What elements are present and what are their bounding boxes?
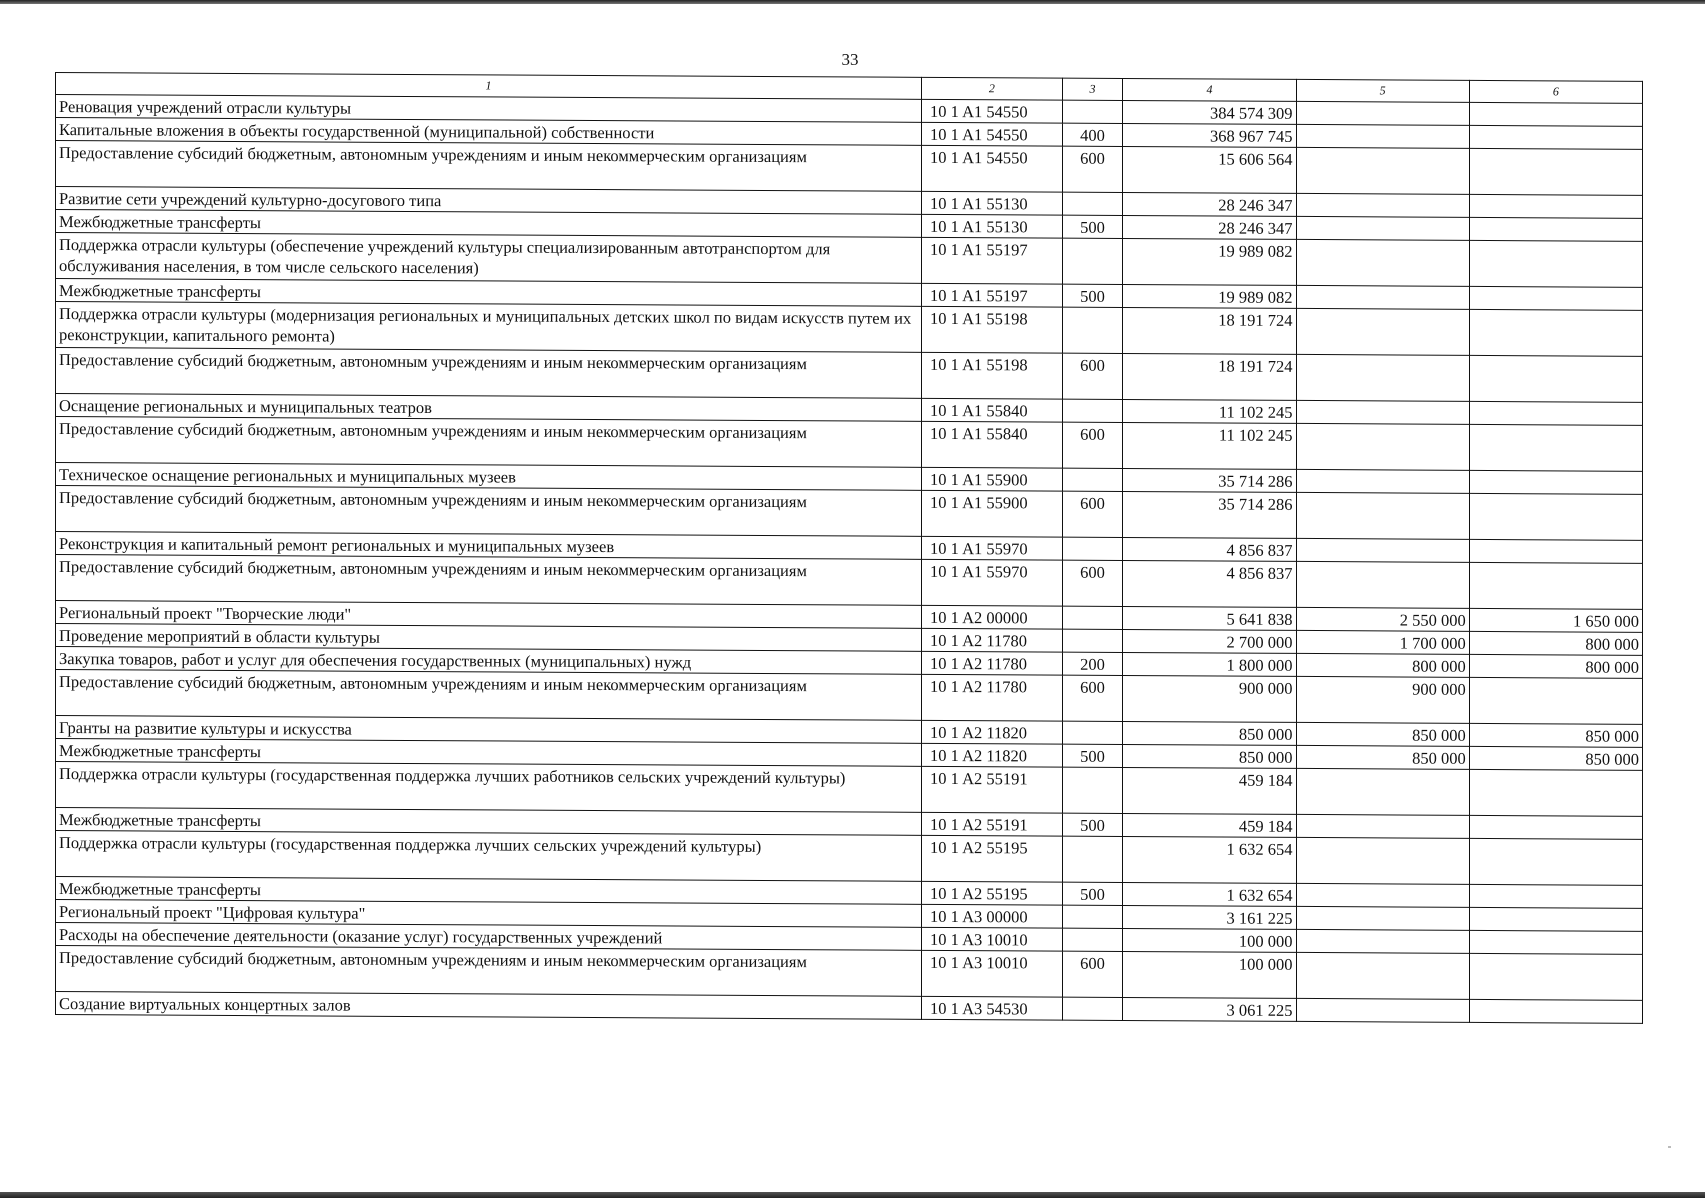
row-value-col6: [1469, 539, 1642, 563]
row-value-col5: 900 000: [1296, 676, 1469, 723]
row-value-col4: 35 714 286: [1123, 491, 1296, 538]
row-value-col6: [1469, 907, 1642, 931]
row-code: 10 1 A1 55970: [922, 536, 1063, 560]
row-name: Межбюджетные трансферты: [56, 877, 922, 905]
row-value-col4: 4 856 837: [1123, 537, 1296, 561]
row-value-col5: 2 550 000: [1296, 607, 1469, 631]
row-expense-group: 600: [1062, 422, 1123, 468]
row-value-col4: 100 000: [1123, 928, 1296, 952]
row-expense-group: 500: [1062, 813, 1123, 836]
row-value-col4: 15 606 564: [1123, 146, 1296, 193]
row-value-col4: 19 989 082: [1123, 238, 1296, 285]
row-code: 10 1 A1 54550: [922, 122, 1063, 146]
row-name: Межбюджетные трансферты: [56, 739, 922, 767]
row-value-col5: 800 000: [1296, 653, 1469, 677]
row-expense-group: 200: [1062, 652, 1123, 675]
row-value-col6: [1469, 217, 1642, 241]
row-code: 10 1 A2 11820: [922, 743, 1063, 767]
row-code: 10 1 A3 54530: [922, 996, 1063, 1020]
row-value-col5: [1296, 768, 1469, 815]
row-value-col6: [1469, 953, 1642, 1000]
row-value-col5: [1296, 285, 1469, 309]
row-value-col6: 800 000: [1469, 631, 1642, 655]
row-value-col6: [1469, 677, 1642, 724]
scan-bottom-edge: [0, 1192, 1705, 1198]
row-code: 10 1 A2 11820: [922, 720, 1063, 744]
row-expense-group: [1062, 399, 1123, 422]
row-value-col4: 1 632 654: [1123, 882, 1296, 906]
row-expense-group: 500: [1062, 215, 1123, 238]
row-code: 10 1 A1 54550: [922, 145, 1063, 192]
row-value-col5: [1296, 423, 1469, 470]
row-name: Создание виртуальных концертных залов: [56, 992, 922, 1020]
row-expense-group: 600: [1062, 675, 1123, 721]
row-value-col5: [1296, 492, 1469, 539]
column-header-5: 5: [1296, 79, 1469, 102]
row-value-col4: 11 102 245: [1123, 399, 1296, 423]
column-header-4: 4: [1123, 78, 1296, 101]
row-value-col6: [1469, 815, 1642, 839]
column-header-1: 1: [56, 73, 922, 100]
row-expense-group: 600: [1062, 491, 1123, 537]
row-code: 10 1 A1 55130: [922, 191, 1063, 215]
row-name: Поддержка отрасли культуры (государственная поддержка лучших работников сельских учреждений культуры): [56, 762, 922, 813]
scan-speck: [1668, 1146, 1671, 1148]
row-code: 10 1 A1 55198: [922, 352, 1063, 399]
row-code: 10 1 A2 55191: [922, 812, 1063, 836]
row-code: 10 1 A1 55197: [922, 237, 1063, 284]
row-expense-group: [1062, 836, 1123, 882]
row-expense-group: [1062, 767, 1123, 813]
row-code: 10 1 A2 11780: [922, 628, 1063, 652]
row-value-col4: 459 184: [1123, 813, 1296, 837]
column-header-2: 2: [922, 77, 1063, 100]
row-name: Поддержка отрасли культуры (модернизация региональных и муниципальных детских школ по видам искусств путем их реконструкции, капитального ремонта): [56, 302, 922, 353]
row-value-col6: 850 000: [1469, 723, 1642, 747]
row-value-col5: [1296, 239, 1469, 286]
row-value-col6: [1469, 401, 1642, 425]
row-value-col5: [1296, 400, 1469, 424]
row-expense-group: 600: [1062, 353, 1123, 399]
row-value-col4: 1 800 000: [1123, 652, 1296, 676]
row-name: Оснащение региональных и муниципальных театров: [56, 394, 922, 422]
row-expense-group: [1062, 721, 1123, 744]
row-value-col6: 850 000: [1469, 746, 1642, 770]
row-name: Предоставление субсидий бюджетным, автономным учреждениям и иным некоммерческим организациям: [56, 555, 922, 606]
row-value-col4: 850 000: [1123, 721, 1296, 745]
column-header-3: 3: [1062, 78, 1123, 100]
row-value-col6: [1469, 148, 1642, 195]
row-value-col6: [1469, 999, 1642, 1023]
row-value-col6: 800 000: [1469, 654, 1642, 678]
row-expense-group: [1062, 468, 1123, 491]
row-value-col6: [1469, 838, 1642, 885]
row-expense-group: [1062, 928, 1123, 951]
row-code: 10 1 A2 11780: [922, 651, 1063, 675]
row-value-col5: 1 700 000: [1296, 630, 1469, 654]
row-value-col4: 5 641 838: [1123, 606, 1296, 630]
row-expense-group: [1062, 997, 1123, 1020]
row-value-col5: [1296, 561, 1469, 608]
row-expense-group: 600: [1062, 560, 1123, 606]
row-value-col4: 4 856 837: [1123, 560, 1296, 607]
row-value-col4: 850 000: [1123, 744, 1296, 768]
row-expense-group: [1062, 537, 1123, 560]
row-name: Предоставление субсидий бюджетным, автономным учреждениям и иным некоммерческим организациям: [56, 417, 922, 468]
row-value-col4: 3 161 225: [1123, 905, 1296, 929]
row-code: 10 1 A2 55195: [922, 835, 1063, 882]
row-name: Проведение мероприятий в области культуры: [56, 624, 922, 652]
row-value-col4: 28 246 347: [1123, 215, 1296, 239]
row-name: Региональный проект "Цифровая культура": [56, 900, 922, 928]
row-value-col6: [1469, 769, 1642, 816]
row-value-col5: [1296, 906, 1469, 930]
row-value-col4: 459 184: [1123, 767, 1296, 814]
row-name: Техническое оснащение региональных и муниципальных музеев: [56, 463, 922, 491]
row-value-col6: [1469, 309, 1642, 356]
row-name: Поддержка отрасли культуры (государственная поддержка лучших сельских учреждений культуры): [56, 831, 922, 882]
row-value-col5: [1296, 538, 1469, 562]
row-value-col5: [1296, 216, 1469, 240]
row-name: Предоставление субсидий бюджетным, автономным учреждениям и иным некоммерческим организациям: [56, 670, 922, 721]
row-code: 10 1 A2 55191: [922, 766, 1063, 813]
row-name: Межбюджетные трансферты: [56, 210, 922, 238]
row-expense-group: [1062, 629, 1123, 652]
row-value-col5: [1296, 193, 1469, 217]
row-value-col4: 100 000: [1123, 951, 1296, 998]
row-value-col5: [1296, 837, 1469, 884]
row-name: Развитие сети учреждений культурно-досугового типа: [56, 187, 922, 215]
row-value-col5: [1296, 929, 1469, 953]
row-value-col5: [1296, 354, 1469, 401]
table-body: [56, 95, 1643, 1024]
row-value-col6: [1469, 125, 1642, 149]
row-code: 10 1 A1 55840: [922, 421, 1063, 468]
row-value-col6: [1469, 286, 1642, 310]
row-value-col6: [1469, 470, 1642, 494]
row-code: 10 1 A2 11780: [922, 674, 1063, 721]
row-value-col5: 850 000: [1296, 745, 1469, 769]
row-value-col5: [1296, 308, 1469, 355]
row-code: 10 1 A3 10010: [922, 927, 1063, 951]
row-name: Поддержка отрасли культуры (обеспечение учреждений культуры специализированным автотранспортом для обслуживания населения, в том числе сельского населения): [56, 233, 922, 284]
row-expense-group: [1062, 307, 1123, 353]
row-code: 10 1 A3 10010: [922, 950, 1063, 997]
row-value-col5: [1296, 814, 1469, 838]
row-expense-group: [1062, 192, 1123, 215]
row-value-col5: [1296, 469, 1469, 493]
row-code: 10 1 A2 55195: [922, 881, 1063, 905]
row-name: Межбюджетные трансферты: [56, 808, 922, 836]
row-value-col6: [1469, 240, 1642, 287]
row-value-col4: 18 191 724: [1123, 353, 1296, 400]
row-name: Реновация учреждений отрасли культуры: [56, 95, 922, 123]
row-code: 10 1 A1 55970: [922, 559, 1063, 606]
row-code: 10 1 A1 55840: [922, 398, 1063, 422]
row-name: Закупка товаров, работ и услуг для обеспечения государственных (муниципальных) нужд: [56, 647, 922, 675]
row-value-col6: [1469, 493, 1642, 540]
row-value-col4: 368 967 745: [1123, 123, 1296, 147]
row-value-col4: 2 700 000: [1123, 629, 1296, 653]
row-expense-group: 500: [1062, 744, 1123, 767]
row-name: Гранты на развитие культуры и искусства: [56, 716, 922, 744]
row-expense-group: 600: [1062, 951, 1123, 997]
page-number: 33: [841, 50, 859, 69]
row-value-col5: 850 000: [1296, 722, 1469, 746]
row-value-col5: [1296, 952, 1469, 999]
row-expense-group: 500: [1062, 882, 1123, 905]
row-value-col4: 18 191 724: [1123, 307, 1296, 354]
row-expense-group: 400: [1062, 123, 1123, 146]
column-header-6: 6: [1469, 80, 1642, 103]
row-expense-group: [1062, 606, 1123, 629]
row-value-col4: 900 000: [1123, 675, 1296, 722]
row-code: 10 1 A1 55130: [922, 214, 1063, 238]
row-expense-group: [1062, 100, 1123, 123]
row-name: Предоставление субсидий бюджетным, автономным учреждениям и иным некоммерческим организациям: [56, 141, 922, 192]
row-value-col4: 28 246 347: [1123, 192, 1296, 216]
row-expense-group: 500: [1062, 284, 1123, 307]
row-code: 10 1 A1 55900: [922, 467, 1063, 491]
row-value-col5: [1296, 124, 1469, 148]
row-name: Региональный проект "Творческие люди": [56, 601, 922, 629]
row-value-col6: [1469, 355, 1642, 402]
row-code: 10 1 A2 00000: [922, 605, 1063, 629]
row-name: Межбюджетные трансферты: [56, 279, 922, 307]
row-code: 10 1 A1 55900: [922, 490, 1063, 537]
row-value-col6: [1469, 930, 1642, 954]
row-value-col6: [1469, 102, 1642, 126]
row-value-col6: [1469, 884, 1642, 908]
row-name: Предоставление субсидий бюджетным, автономным учреждениям и иным некоммерческим организациям: [56, 348, 922, 399]
row-expense-group: [1062, 238, 1123, 284]
row-value-col6: [1469, 424, 1642, 471]
row-code: 10 1 A1 54550: [922, 99, 1063, 123]
row-value-col4: 35 714 286: [1123, 468, 1296, 492]
row-value-col4: 19 989 082: [1123, 284, 1296, 308]
row-name: Предоставление субсидий бюджетным, автономным учреждениям и иным некоммерческим организациям: [56, 486, 922, 537]
row-value-col6: 1 650 000: [1469, 608, 1642, 632]
row-name: Капитальные вложения в объекты государственной (муниципальной) собственности: [56, 118, 922, 146]
row-value-col4: 384 574 309: [1123, 100, 1296, 124]
row-code: 10 1 A3 00000: [922, 904, 1063, 928]
row-value-col5: [1296, 883, 1469, 907]
row-value-col4: 11 102 245: [1123, 422, 1296, 469]
row-code: 10 1 A1 55197: [922, 283, 1063, 307]
row-value-col6: [1469, 562, 1642, 609]
row-value-col5: [1296, 998, 1469, 1022]
row-value-col4: 3 061 225: [1123, 997, 1296, 1021]
row-value-col4: 1 632 654: [1123, 836, 1296, 883]
row-value-col6: [1469, 194, 1642, 218]
row-name: Расходы на обеспечение деятельности (оказание услуг) государственных учреждений: [56, 923, 922, 951]
row-value-col5: [1296, 101, 1469, 125]
row-name: Предоставление субсидий бюджетным, автономным учреждениям и иным некоммерческим организациям: [56, 946, 922, 997]
row-name: Реконструкция и капитальный ремонт региональных и муниципальных музеев: [56, 532, 922, 560]
row-expense-group: 600: [1062, 146, 1123, 192]
row-code: 10 1 A1 55198: [922, 306, 1063, 353]
scan-top-edge: [0, 0, 1705, 4]
budget-table: [55, 72, 1643, 1024]
row-expense-group: [1062, 905, 1123, 928]
row-value-col5: [1296, 147, 1469, 194]
